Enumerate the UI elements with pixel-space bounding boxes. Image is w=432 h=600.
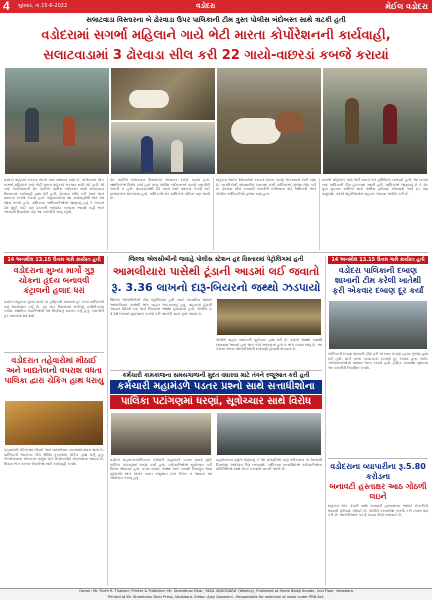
left-subhead: 14 અનમોલ 13.15 ઉત્તમ ગામે કાર્યરત હતી bbox=[4, 256, 104, 264]
right-body-1: પાલિકાની દબાણ શાખાની ટીમે ફરી એકવાર દબાણ હટાવ ઝુંબેશ હાથ ધરી હતી. માર્ગ પરનાં કાચાં-પાકાં દબાણો દૂર કરાયાં હતાં. લારી-ગલ્લાવાળાઓનો સામાન જપ્ત કરાયો હતો. ટ્રાફિક વ્યવસ્થા સુધારવા આ કામગીરી નિયમિત કરાશે. bbox=[328, 352, 428, 370]
photo-cattle-shed bbox=[110, 67, 216, 121]
right-headline-3: વડોદરાના વ્યાપારીના રૂ.5.80 કરોડના bbox=[330, 462, 426, 481]
right-subhead: 14 અનમોલ 13.15 ઉત્તમ ગામે કાર્યરત હતી bbox=[328, 256, 428, 264]
photo-street-crowd bbox=[4, 67, 110, 175]
center-band-2: પાલિકા પટાંગણમાં ધરણાં, સૂત્રોચ્ચાર સાથે વિરોધ bbox=[110, 395, 322, 409]
center-body-3: વડોદરા મહાનગરપાલિકાના કર્મચારી મહામંડળે પડતર પ્રશ્નો મુદ્દે પાલિકા પટાંગણમાં ધરણાં કર્યાં હતાં. કર્મચારીઓએ સૂત્રોચ્ચાર કરી વિરોધ નોંધાવ્યો હતો. પગાર વધારો, ભથ્થાં અને કાયમી નિમણૂક જેવા મુદ્દાઓ અંગે અનેક વખત રજૂઆત છતાં ઉકેલ ન આવતાં આ આંદોલન કરાયું હતું. bbox=[110, 458, 212, 481]
section-rule bbox=[110, 370, 322, 371]
photo-liquor-seized bbox=[216, 298, 322, 336]
left-headline-2: વડોદરાત તહેવારોમાં મીઠાઈ અને ખાદ્યતેલનો વપરાશ વધતા પાલિકા દ્વારા ચેકિંગ હાથ ધરાયુ bbox=[4, 356, 104, 385]
right-headline-4: બનાવટી હસ્તાક્ષર આઠ ગોઠળી લઇને bbox=[329, 482, 427, 501]
photo-encroachment bbox=[328, 300, 428, 350]
column-rule bbox=[107, 178, 108, 250]
section-rule bbox=[4, 352, 104, 353]
brand-name: મેઈલ વડોદરા bbox=[385, 2, 428, 11]
center-band-1: કર્મચારી મહામંડળે પડતર પ્રશ્નો સાથે સત્તાધીશોના bbox=[110, 380, 322, 394]
photo-police-team bbox=[322, 67, 428, 175]
column-rule bbox=[107, 256, 108, 586]
center-body-2: પોલીસે વાહન ચાલકની પૂછપરછ હાથ ધરી છે. દારૂનો જથ્થો ક્યાંથી લાવવામાં આવ્યો હતો અને કોને આપવાનો હતો તે અંગે તપાસ ચાલુ છે. આ કેસમાં અન્ય આરોપીઓની સંડોવણી હોવાની શક્યતા છે. bbox=[216, 338, 322, 352]
lead-body-left: વડોદરા શહેરમાં રખડતા ઢોરનો ત્રાસ યથાવત રહ્યો છે. તાજેતરમાં એક સગર્ભા મહિલાને ગાયે ભેટી મારતા શહેરમાં ચકચાર મચી ગઈ હતી. જે બાદ કોર્પોરેશનની ઢોર પાર્ટીએ પોલીસ બંદોબસ્ત સાથે સલાટવાડા વિસ્તારમાં કાર્યવાહી હાથ ધરી હતી. ઢોરવાડા સીલ કરી ગાયો અને વાછરડાં કબજે કરાયાં હતાં. પશુપાલકોમાં આ કાર્યવાહીથી ભારે રોષ જોવા મળ્યો હતો. પાલિકાના અધિકારીઓએ જણાવ્યું હતું કે રખડતાં ઢોર મુદ્દે કોઈ પણ પ્રકારની બાંધછોડ કરવામાં આવશે નહીં અને આગામી દિવસોમાં પણ આ કામગીરી ચાલુ રહેશે. bbox=[4, 178, 104, 215]
center-body-4: મહામંડળના પ્રમુખે જણાવ્યું કે જો માંગણીઓ નહીં સ્વીકારાય તો આગામી દિવસોમાં આંદોલન ઉગ્ર બનાવાશે. પાલિકાના સત્તાધીશોએ કર્મચારીઓના પ્રતિનિધિઓ સાથે બેઠક કરવાની ખાતરી આપી છે. bbox=[216, 458, 322, 472]
lead-headline-1: વડોદરામાં સગર્ભા મહિલાને ગાયે ભેટી મારતા કોર્પોરેશનની કાર્યવાહી, bbox=[41, 28, 391, 43]
right-body-2: શહેરના એક વેપારી સાથે બનાવટી હસ્તાક્ષરના આધારે છેતરપિંડી થયાની ફરિયાદ નોંધાઈ છે. પોલીસે દસ્તાવેજો કબજે કરી તપાસ શરૂ કરી છે. આરોપીઓને પકડી પાડવા ટીમો બનાવાઈ છે. bbox=[328, 504, 428, 518]
center-band-kicker: કર્મચારી કામકાજના સમયગાળાની મુદત વધારવા માટે તંત્રને રજૂઆત કરી હતી bbox=[122, 372, 310, 379]
center-kicker: જિલ્લા એલસીબીની જવાહે પોલીસ સ્ટેશન હદ વિસ્તારમાં પેટ્રોલિંગમાં હતી bbox=[128, 256, 304, 263]
section-name: વડોદરા bbox=[196, 2, 216, 10]
imprint-line-2: Printed at Mr. Shambhav Dhar Press, Vadodara. Editor: Ajay Goswami - Responsible for selection of news under PRB Act. bbox=[107, 594, 325, 599]
photo-protest bbox=[110, 412, 212, 456]
center-headline-2: રૂ. 3.36 લાખનો દારૂ-બિયરનો જથ્થો ઝડપાયો bbox=[111, 281, 321, 294]
photo-cows-seized bbox=[216, 67, 322, 175]
left-headline: વડોદરાના મુખ્ય માર્ગો ગુરૂ ચોકના હૃદય બનાવવી કંટ્રાલની હલાદ ધરાં bbox=[13, 266, 95, 295]
lead-headline-2: સલાટવાડામાં 3 ઢોરવાડા સીલ કરી 22 ગાયો-વાછરડાં કબજે કરાયાં bbox=[43, 48, 389, 63]
right-headline: વડોદરા પાલિકાની દબાણ શાખાની ટીમ કરેલી ખાતેથી ફરી એકવાર દબાણ દૂર કર્યાં bbox=[332, 266, 424, 295]
center-headline-1: આમલીયારા પાસેથી ટૂંડાની આડમાં લઈ જવાતો bbox=[112, 265, 320, 278]
lead-body-mid-2: શહેરના અનેક વિસ્તારોમાં રખડતાં ઢોરના કારણે અકસ્માતો બની રહ્યા છે. નાગરિકોની સલામતીને ધ્યાનમાં રાખી પાલિકાએ ઝુંબેશ તેજ કરી છે. ઢોરવાડા સીલ કરવાની કામગીરી દરમિયાન વોર્ડ અધિકારી અને પોલીસ અધિકારીઓ હાજર રહ્યા હતા. bbox=[216, 178, 316, 196]
photo-employees bbox=[216, 412, 322, 456]
column-rule bbox=[213, 178, 214, 250]
section-rule bbox=[328, 458, 428, 459]
page-number: 4 bbox=[3, 0, 10, 13]
lead-photo-collage bbox=[4, 67, 428, 175]
section-rule bbox=[4, 252, 428, 253]
photo-officials bbox=[110, 121, 216, 175]
column-rule bbox=[325, 256, 326, 586]
photo-food-check bbox=[4, 400, 104, 446]
center-body-1: જિલ્લા એલસીબીની ટીમ પેટ્રોલિંગમાં હતી ત્યારે બાતમીના આધારે આમલીયારા પાસેથી એક વાહન અટકાવાયું હતું. વાહનમાં ટૂંડાની આડમાં વિદેશી દારૂ અને બિયરનો જથ્થો છુપાવાયો હતો. પોલીસે રૂ. 3.36 લાખનો મુદ્દામાલ કબજે કરી આરોપી સામે ગુનો નોંધ્યો છે. bbox=[110, 298, 212, 316]
column-rule bbox=[319, 178, 320, 250]
lead-kicker: સલાટવાડા વિસ્તારના બે ઢોરવાડા ઉપર પાલિકાની ટીમ ત્રુસ્ત પોલીસ બંદોબસ્ત સાથે ત્રાટકી હતી bbox=[86, 16, 346, 24]
lead-body-mid-1: ઢોર પાર્ટીએ સલાટવાડા વિસ્તારમાં અચાનક દરોડો પાડ્યો હતો. સ્થાનિકોએ વિરોધ કર્યો હતો પરંતુ પોલીસ બંદોબસ્તને કારણે કામગીરી અટકી ન હતી. ઢોરવાડામાંથી 22 ગાયો અને વાછરડાં ઝડપી લઈ પાંજરાપોળ મોકલાયાં હતાં. પાલિકાએ ઢોર માલિકોને નોટિસ પણ આપી છે. bbox=[110, 178, 210, 201]
issue-date: બુધવાર, તા.15-6-2022 bbox=[18, 3, 68, 9]
left-body-2: તહેવારોની સીઝનમાં મીઠાઈ અને ખાદ્યતેલના વપરાશમાં વધારો થયો છે. પાલિકાની આરોગ્ય ટીમે વિવિધ દુકાનોમાં ચેકિંગ હાથ ધર્યું હતું. ભેળસેળવાળા ખોરાકના નમૂના લઈ લેબોરેટરીમાં મોકલવામાં આવ્યા છે. નિયમ ભંગ કરનાર વેપારીઓ સામે કાર્યવાહી કરાશે. bbox=[4, 448, 104, 466]
imprint-line-1: Owner: Mr. Parth R. Thakkar, Printer & Publisher: Mr. Shambhav Dhar, 'MAIL VADODARA' (Weekly), Published at Shree Balaji Arcade, 2nd Floor, Vadodara bbox=[78, 589, 354, 593]
left-body-1: વડોદરા શહેરના મુખ્ય માર્ગો પર ટ્રાફિકની સમસ્યા દૂર કરવા પાલિકાએ નવું આયોજન કર્યું છે. ગુરૂ ચોક વિસ્તારમાં સર્કલનું નવીનીકરણ કરાશે. સ્થાનિક વેપારીઓએ આ નિર્ણયનું સ્વાગત કર્યું હતું. કામગીરી ટૂંક સમયમાં શરૂ થશે. bbox=[4, 300, 104, 318]
masthead bbox=[0, 0, 432, 13]
lead-body-right: સગર્ભા મહિલાને ગાયે ભેટી મારતાં તેને હોસ્પિટલ ખસેડાઈ હતી. આ બનાવ બાદ પાલિકાની ટીમ હરકતમાં આવી હતી. પાલિકાએ જણાવ્યું છે કે ઢોર છૂટાં મૂકનાર માલિકો સામે પોલીસ ફરિયાદ નોંધાવાશે અને દંડ પણ વસૂલાશે. તંત્રએ શહેરીજનોને સહકાર આપવા અપીલ કરી છે. bbox=[322, 178, 428, 196]
imprint-footer bbox=[0, 588, 432, 600]
